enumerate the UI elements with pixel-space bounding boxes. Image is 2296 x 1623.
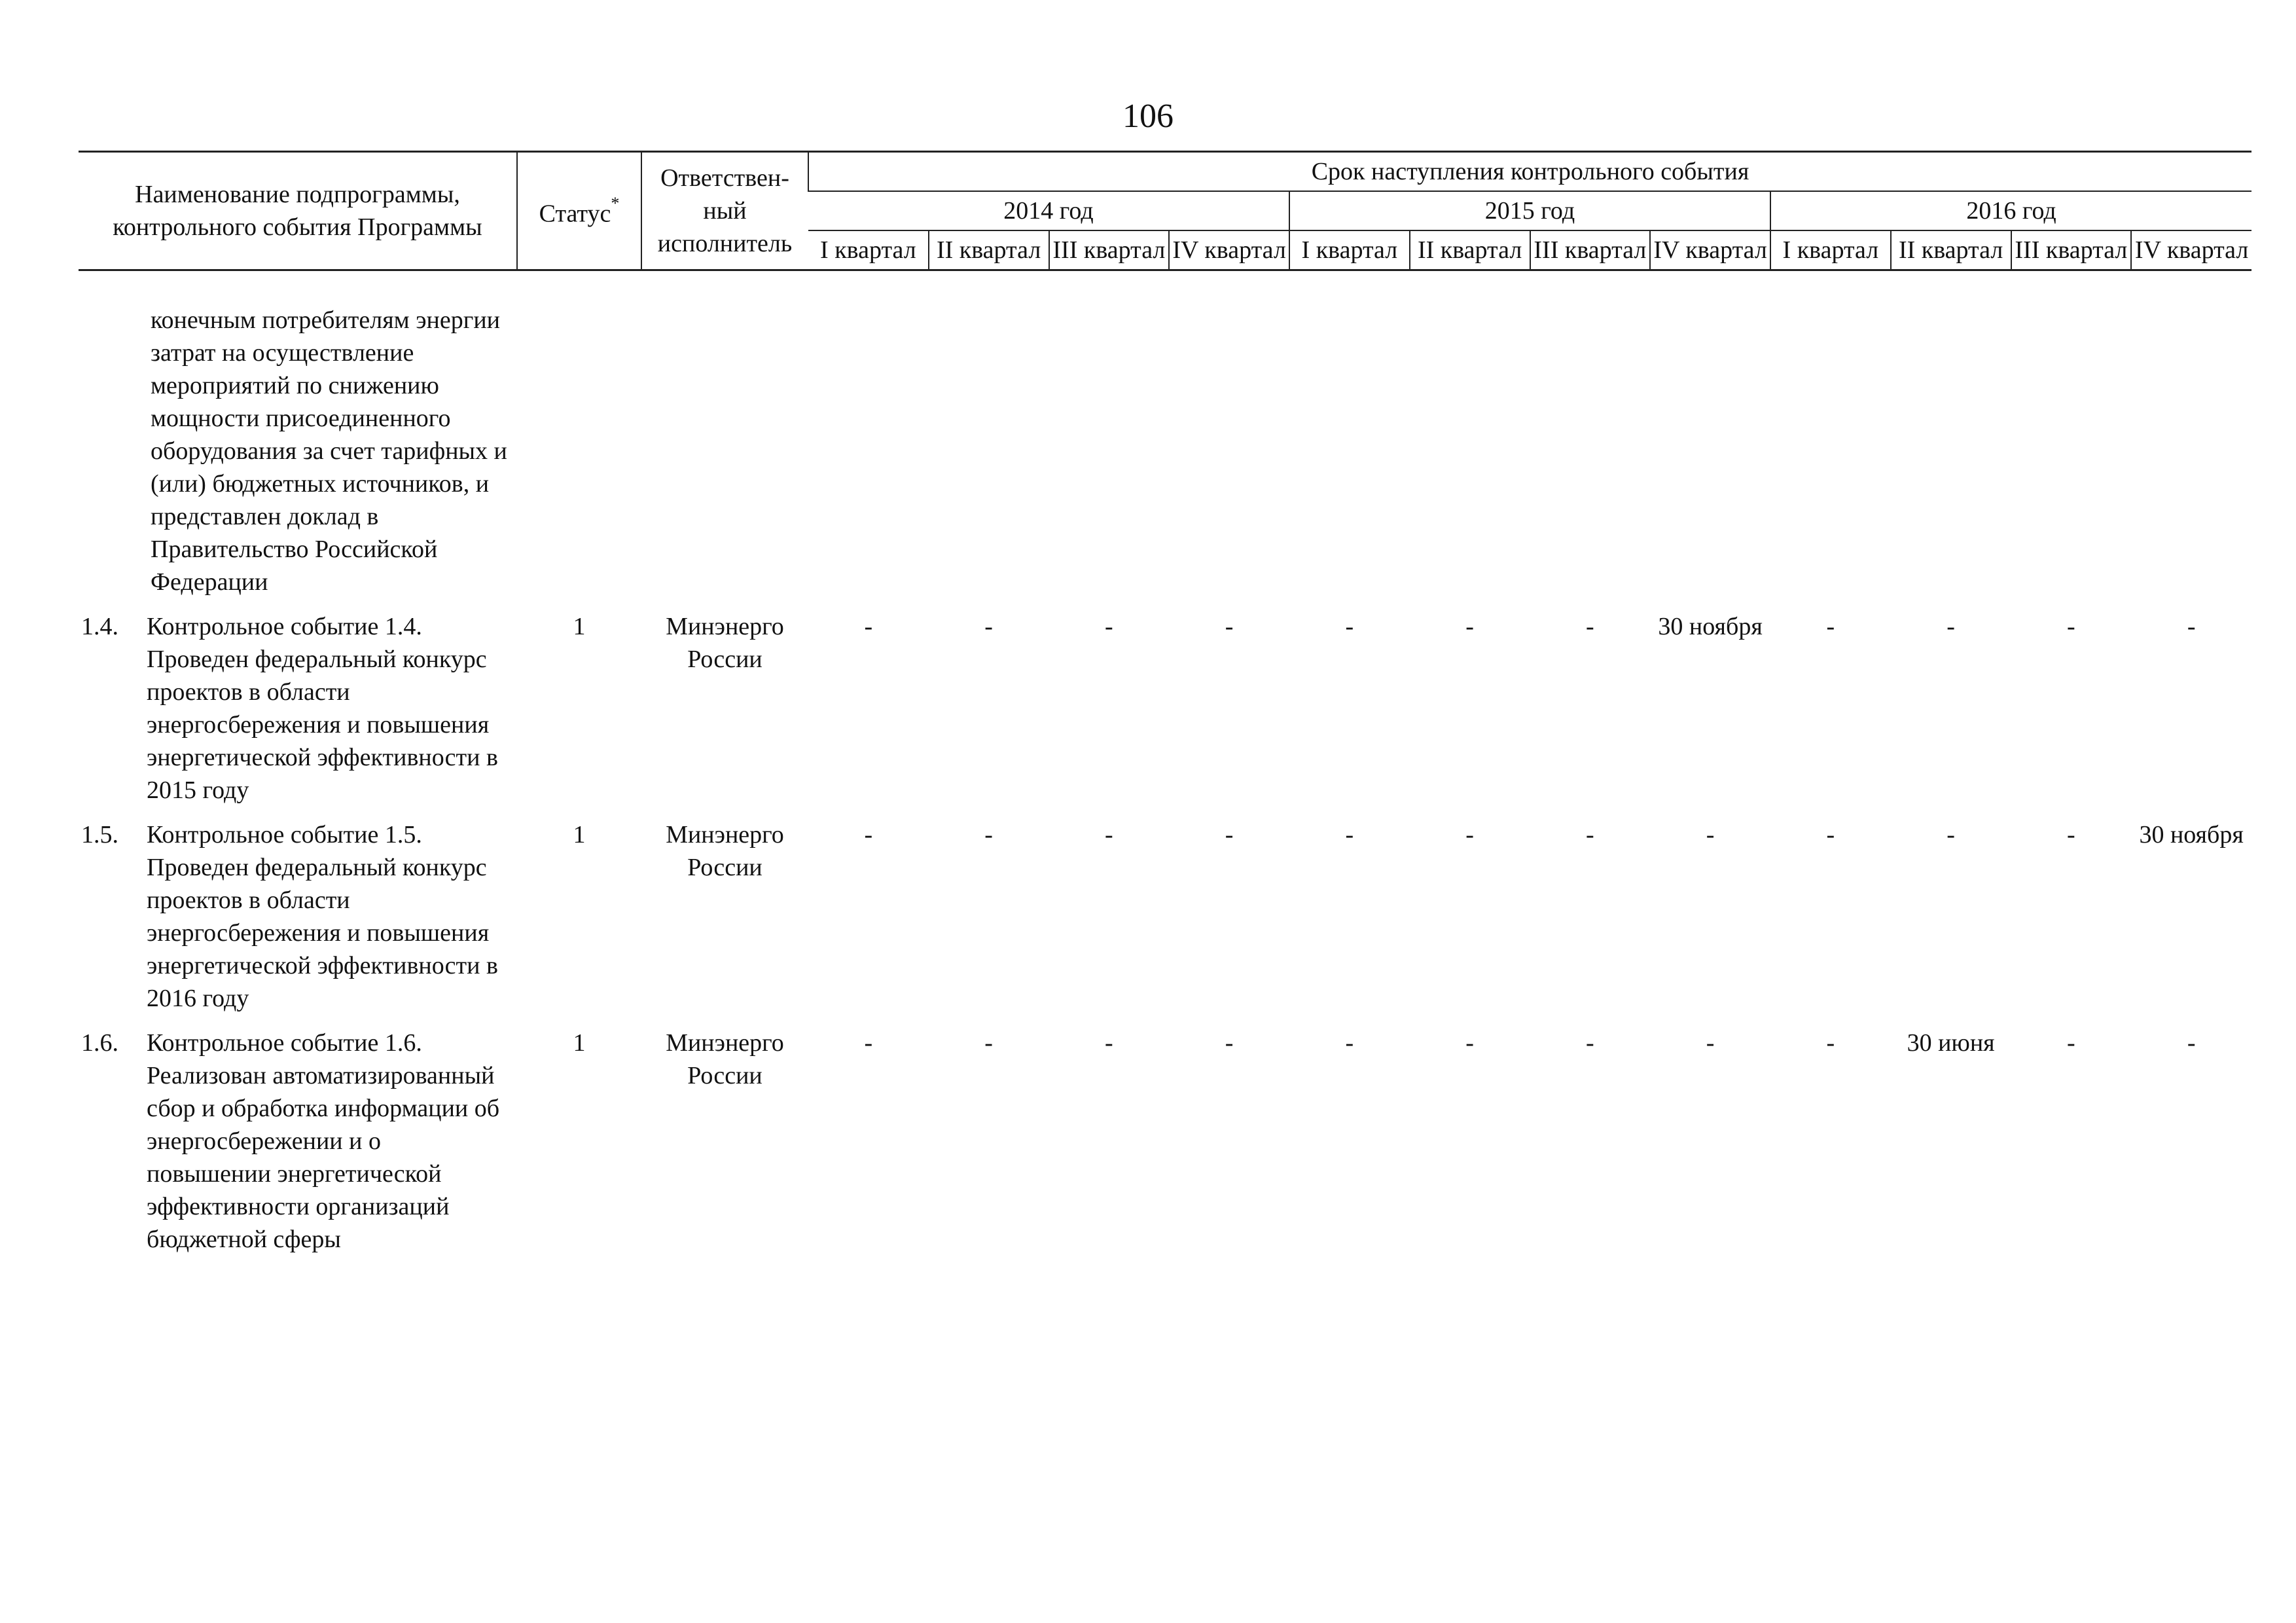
status-cell: 1 bbox=[573, 1029, 586, 1057]
quarter-deadline-cell: - bbox=[2187, 613, 2196, 640]
quarter-deadline-cell: - bbox=[984, 613, 993, 640]
header-quarter: II квартал bbox=[1410, 230, 1530, 270]
quarter-deadline-cell: - bbox=[1465, 613, 1474, 640]
executor-cell: Минэнерго России bbox=[666, 1029, 784, 1089]
quarter-deadline-cell: - bbox=[2187, 1029, 2196, 1057]
header-quarter: I квартал bbox=[808, 230, 929, 270]
table-header bbox=[79, 152, 2251, 270]
quarter-deadline-cell: - bbox=[1105, 613, 1113, 640]
quarter-deadline-cell: - bbox=[1465, 821, 1474, 848]
table-row bbox=[79, 610, 2251, 818]
row-number: 1.5. bbox=[81, 821, 118, 848]
event-name-cell bbox=[79, 1027, 517, 1267]
header-year: 2014 год bbox=[808, 191, 1289, 230]
quarter-deadline-cell: - bbox=[984, 1029, 993, 1057]
status-cell: 1 bbox=[573, 613, 586, 640]
quarter-deadline-cell: - bbox=[1225, 613, 1234, 640]
quarter-deadline-cell: - bbox=[984, 821, 993, 848]
header-quarter: IV квартал bbox=[1169, 230, 1289, 270]
quarter-deadline-cell: - bbox=[1586, 613, 1594, 640]
header-status-mark: * bbox=[611, 194, 620, 213]
header-year: 2016 год bbox=[1770, 191, 2251, 230]
quarter-deadline-cell: - bbox=[1706, 1029, 1715, 1057]
quarter-deadline-cell: 30 ноября bbox=[1658, 613, 1763, 640]
quarter-deadline-cell: - bbox=[1946, 613, 1955, 640]
header-quarter: II квартал bbox=[929, 230, 1049, 270]
control-events-table bbox=[79, 151, 2251, 1267]
page-number: 106 bbox=[1122, 98, 1174, 135]
quarter-deadline-cell: 30 июня bbox=[1907, 1029, 1995, 1057]
status-cell: 1 bbox=[573, 821, 586, 848]
continuation-text: конечным потребителям энергии затрат на осуществление мероприятий по снижению мощности присоединенного оборудования за счет тарифных и (или) бюджетных источников, и представлен доклад в Правительство Российской Федерации bbox=[151, 306, 507, 596]
quarter-deadline-cell: - bbox=[1586, 821, 1594, 848]
quarter-deadline-cell: - bbox=[1225, 1029, 1234, 1057]
header-status bbox=[517, 152, 641, 270]
header-year: 2015 год bbox=[1289, 191, 1770, 230]
header-deadline-group: Срок наступления контрольного события bbox=[808, 152, 2251, 192]
quarter-deadline-cell: - bbox=[2067, 613, 2075, 640]
header-quarter: IV квартал bbox=[1650, 230, 1770, 270]
quarter-deadline-cell: - bbox=[1706, 821, 1715, 848]
quarter-deadline-cell: - bbox=[2067, 821, 2075, 848]
quarter-deadline-cell: - bbox=[864, 613, 873, 640]
quarter-deadline-cell: - bbox=[1345, 1029, 1354, 1057]
table-row bbox=[79, 1027, 2251, 1267]
header-executor: Ответствен-ный исполнитель bbox=[641, 152, 808, 270]
executor-cell: Минэнерго России bbox=[666, 613, 784, 673]
quarter-deadline-cell: - bbox=[864, 821, 873, 848]
header-quarter: III квартал bbox=[1049, 230, 1170, 270]
quarter-deadline-cell: - bbox=[1345, 821, 1354, 848]
event-description: Контрольное событие 1.6. Реализован автоматизированный сбор и обработка информации об энергосбережении и о повышении энергетической эффективности организаций бюджетной сферы bbox=[147, 1029, 500, 1253]
quarter-deadline-cell: - bbox=[1105, 821, 1113, 848]
row-number: 1.6. bbox=[81, 1029, 118, 1057]
quarter-deadline-cell: - bbox=[1826, 1029, 1835, 1057]
header-quarter: III квартал bbox=[1530, 230, 1651, 270]
table-row bbox=[79, 818, 2251, 1027]
quarter-deadline-cell: - bbox=[1345, 613, 1354, 640]
quarter-deadline-cell: - bbox=[1586, 1029, 1594, 1057]
quarter-deadline-cell: - bbox=[1826, 613, 1835, 640]
row-number: 1.4. bbox=[81, 613, 118, 640]
header-quarter: I квартал bbox=[1289, 230, 1410, 270]
quarter-deadline-cell: 30 ноября bbox=[2139, 821, 2244, 848]
executor-cell: Минэнерго России bbox=[666, 821, 784, 881]
event-description: Контрольное событие 1.4. Проведен федеральный конкурс проектов в области энергосбережения и повышения энергетической эффективности в 2015 году bbox=[147, 613, 498, 804]
header-quarter: II квартал bbox=[1891, 230, 2011, 270]
quarter-deadline-cell: - bbox=[1225, 821, 1234, 848]
header-quarter: III квартал bbox=[2011, 230, 2132, 270]
header-status-label: Статус bbox=[539, 200, 611, 228]
header-name: Наименование подпрограммы, контрольного события Программы bbox=[79, 152, 517, 270]
quarter-deadline-cell: - bbox=[1105, 1029, 1113, 1057]
quarter-deadline-cell: - bbox=[1946, 821, 1955, 848]
quarter-deadline-cell: - bbox=[1826, 821, 1835, 848]
event-description: Контрольное событие 1.5. Проведен федеральный конкурс проектов в области энергосбережения и повышения энергетической эффективности в 2016 году bbox=[147, 821, 498, 1012]
header-quarter: IV квартал bbox=[2131, 230, 2251, 270]
quarter-deadline-cell: - bbox=[864, 1029, 873, 1057]
event-name-cell bbox=[79, 610, 517, 818]
header-quarter: I квартал bbox=[1770, 230, 1891, 270]
quarter-deadline-cell: - bbox=[2067, 1029, 2075, 1057]
quarter-deadline-cell: - bbox=[1465, 1029, 1474, 1057]
event-name-cell bbox=[79, 818, 517, 1027]
